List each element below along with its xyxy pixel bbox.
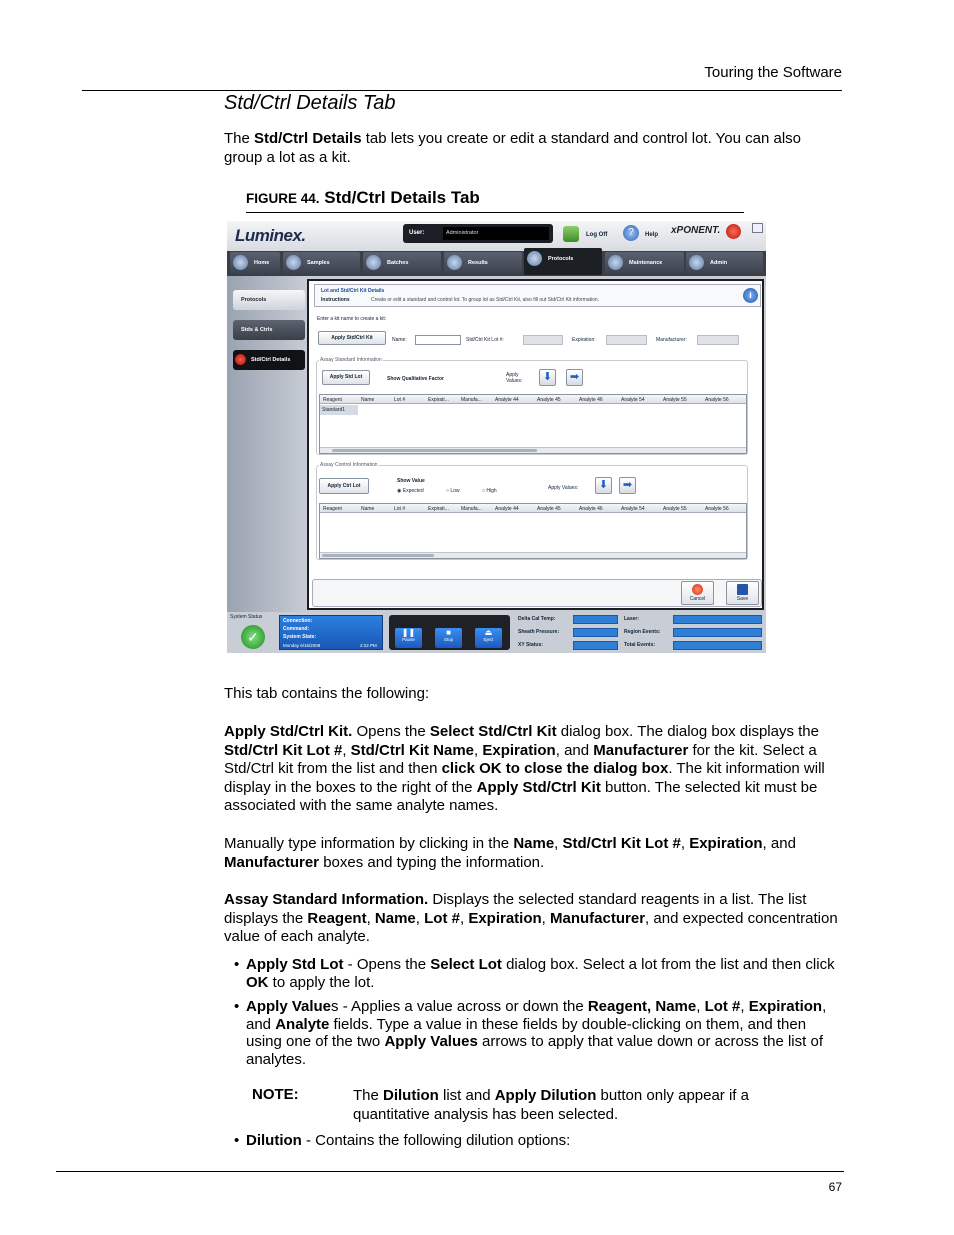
section-title: Std/Ctrl Details Tab (224, 92, 396, 114)
column-header[interactable]: Analyte 45 (537, 506, 561, 512)
status-ok-icon: ✓ (241, 625, 265, 649)
delta-cal-temp-value (573, 615, 618, 624)
contains-paragraph: This tab contains the following: (224, 685, 430, 702)
radio-high[interactable]: ○ High (482, 488, 497, 494)
column-header[interactable]: Lot # (394, 506, 406, 512)
kit-name-field[interactable] (415, 335, 461, 345)
tab-admin[interactable]: Admin (686, 252, 763, 274)
assay-standard-label: Assay Standard Information (320, 357, 382, 363)
protocols-icon (527, 251, 542, 266)
apply-ctrl-lot-button[interactable]: Apply Ctrl Lot (319, 478, 369, 494)
column-header[interactable]: Analyte 46 (579, 397, 603, 403)
leftnav-std-ctrl-details[interactable]: Std/Ctrl Details (233, 350, 305, 370)
standard-grid (319, 394, 747, 454)
apply-values-label: Apply Values: (548, 485, 579, 491)
kit-lot-field[interactable] (523, 335, 563, 345)
user-value: Administrator (443, 227, 549, 240)
total-events-label: Total Events: (624, 642, 656, 648)
column-header[interactable]: Name (361, 397, 375, 403)
expiration-label: Expiration: (572, 337, 596, 343)
admin-icon (689, 255, 704, 270)
apply-across-arrow-icon[interactable]: ➡ (566, 369, 583, 386)
manufacturer-label: Manufacturer: (656, 337, 687, 343)
apply-down-arrow-icon[interactable]: ⬇ (595, 477, 612, 494)
footer-rule (56, 1171, 844, 1172)
action-bar (312, 579, 762, 607)
horizontal-scrollbar[interactable] (320, 552, 746, 558)
column-header[interactable]: Name (361, 506, 375, 512)
logoff-icon[interactable] (563, 226, 579, 242)
leftnav-stds-ctrls[interactable]: Stds & Ctrls (233, 320, 305, 340)
cancel-icon (692, 584, 703, 595)
column-header[interactable]: Expirati... (428, 506, 449, 512)
kit-lot-label: Std/Ctrl Kit Lot #: (466, 337, 504, 343)
connection-panel: Connection: Command: System State: Monday 6/16/2008 2:22 PM (279, 615, 383, 650)
note-text: The Dilution list and Apply Dilution button only appear if a quantitative analysis has been selected. (353, 1087, 749, 1123)
maintenance-icon (608, 255, 623, 270)
samples-icon (286, 255, 301, 270)
info-icon[interactable]: i (743, 288, 758, 303)
column-header[interactable]: Analyte 54 (621, 506, 645, 512)
pause-button[interactable]: ❚❚ Pause (395, 628, 422, 648)
assay-control-group (316, 462, 748, 560)
xy-status-label: XY Status: (518, 642, 543, 648)
control-grid (319, 503, 747, 559)
show-qualitative-factor[interactable]: Show Qualitative Factor (387, 376, 444, 382)
control-strip (389, 615, 510, 650)
column-header[interactable]: Analyte 56 (705, 397, 729, 403)
info-text: Create or edit a standard and control lot. To group lot as Std/Ctrl Kit, also fill out Std/Ctrl Kit information. (371, 297, 600, 303)
running-header: Touring the Software (704, 64, 842, 81)
tab-samples[interactable]: Samples (283, 252, 360, 274)
eject-button[interactable]: ⏏ Eject (475, 628, 502, 648)
tab-home[interactable]: Home (230, 252, 280, 274)
header-rule (82, 90, 842, 91)
info-title: Lot and Std/Ctrl Kit Details (321, 288, 385, 294)
active-marker-icon (235, 354, 246, 365)
xy-status-value (573, 641, 618, 650)
software-screenshot (227, 221, 766, 653)
column-header[interactable]: Expirati... (428, 397, 449, 403)
column-header[interactable]: Manufa... (461, 506, 482, 512)
home-icon (233, 255, 248, 270)
column-header[interactable]: Analyte 45 (537, 397, 561, 403)
tab-protocols[interactable]: Protocols (524, 248, 602, 275)
laser-label: Laser: (624, 616, 640, 622)
tab-results[interactable]: Results (444, 252, 522, 274)
leftnav-protocols[interactable]: Protocols (233, 290, 305, 310)
details-panel (307, 279, 764, 610)
info-bar (314, 284, 761, 307)
region-events-value (673, 628, 762, 637)
expiration-field[interactable] (606, 335, 647, 345)
status-bar (227, 612, 766, 653)
cancel-button[interactable]: Cancel (681, 581, 714, 605)
sheath-pressure-label: Sheath Pressure: (518, 629, 560, 635)
assay-control-label: Assay Control Information (320, 462, 378, 468)
kit-prompt: Enter a kit name to create a kit: (317, 316, 387, 322)
tab-batches[interactable]: Batches (363, 252, 441, 274)
column-header[interactable]: Analyte 56 (705, 506, 729, 512)
column-header[interactable]: Lot # (394, 397, 406, 403)
user-label: User: (409, 230, 425, 236)
figure-rule (246, 212, 744, 213)
column-header[interactable]: Analyte 55 (663, 397, 687, 403)
apply-kit-paragraph: Apply Std/Ctrl Kit. Opens the Select Std/Ctrl Kit dialog box. The dialog box displays the Std/Ctrl Kit Lot #, Std/Ctrl Kit Name, Expiration, and Manufacturer for the kit. Select a Std/Ctrl kit from the list and then click OK to close the dialog box. The kit information will display in the boxes to the right of the Apply Std/Ctrl Kit button. The selected kit must be associated with the same analyte names. (224, 723, 825, 814)
column-header[interactable]: Analyte 55 (663, 506, 687, 512)
help-icon[interactable]: ? (623, 225, 639, 241)
apply-values-label: Apply Values: (506, 372, 523, 384)
column-header[interactable]: Reagent (323, 397, 342, 403)
radio-expected[interactable]: ◉ Expected (397, 488, 424, 494)
assay-standard-paragraph: Assay Standard Information. Displays the selected standard reagents in a list. The list displays the Reagent, Name, Lot #, Expiration, Manufacturer, and expected concentration value of each analyte. (224, 891, 838, 945)
apply-std-lot-button[interactable]: Apply Std Lot (322, 370, 370, 385)
laser-value (673, 615, 762, 624)
xponent-logo: xPONENT. (671, 225, 721, 236)
stop-button[interactable]: ■ Stop (435, 628, 462, 648)
column-header[interactable]: Reagent (323, 506, 342, 512)
sheath-pressure-value (573, 628, 618, 637)
note-label: NOTE: (252, 1086, 299, 1103)
batches-icon (366, 255, 381, 270)
column-header[interactable]: Analyte 44 (495, 397, 519, 403)
delta-cal-temp-label: Delta Cal Temp: (518, 616, 556, 622)
name-label: Name: (392, 337, 407, 343)
page-number: 67 (828, 1180, 842, 1194)
window-icon[interactable] (752, 223, 763, 233)
apply-std-ctrl-kit-button[interactable]: Apply Std/Ctrl Kit (318, 331, 386, 345)
column-header[interactable]: Analyte 54 (621, 397, 645, 403)
region-events-label: Region Events: (624, 629, 661, 635)
horizontal-scrollbar[interactable] (320, 447, 746, 453)
luminex-logo: Luminex. (235, 226, 306, 245)
assay-standard-group (316, 357, 748, 455)
control-grid-header (320, 504, 746, 513)
apply-across-arrow-icon[interactable]: ➡ (619, 477, 636, 494)
figure-caption (246, 188, 480, 208)
save-button[interactable]: Save (726, 581, 759, 605)
info-label: Instructions (321, 297, 350, 303)
save-icon (737, 584, 748, 595)
results-icon (447, 255, 462, 270)
standard-grid-header (320, 395, 746, 404)
column-header[interactable]: Manufa... (461, 397, 482, 403)
status-light-icon (726, 224, 741, 239)
column-header[interactable]: Analyte 46 (579, 506, 603, 512)
manual-paragraph: Manually type information by clicking in the Name, Std/Ctrl Kit Lot #, Expiration, and Manufacturer boxes and typing the information. (224, 835, 796, 871)
logoff-button[interactable]: Log Off (586, 232, 608, 238)
intro-paragraph: The Std/Ctrl Details tab lets you create or edit a standard and control lot. You can also group a lot as a kit. (224, 130, 801, 166)
radio-low[interactable]: ○ Low (446, 488, 460, 494)
user-box (403, 224, 553, 243)
column-header[interactable]: Analyte 44 (495, 506, 519, 512)
help-button[interactable]: Help (645, 232, 659, 238)
table-row[interactable]: Standard1 (320, 405, 358, 415)
apply-down-arrow-icon[interactable]: ⬇ (539, 369, 556, 386)
figure-label: FIGURE 44. (246, 191, 320, 206)
manufacturer-field[interactable] (697, 335, 739, 345)
tab-maintenance[interactable]: Maintenance (605, 252, 684, 274)
system-status-label: System Status (230, 614, 263, 620)
figure-title: Std/Ctrl Details Tab (324, 188, 480, 207)
total-events-value (673, 641, 762, 650)
show-value-label: Show Value (397, 478, 425, 484)
